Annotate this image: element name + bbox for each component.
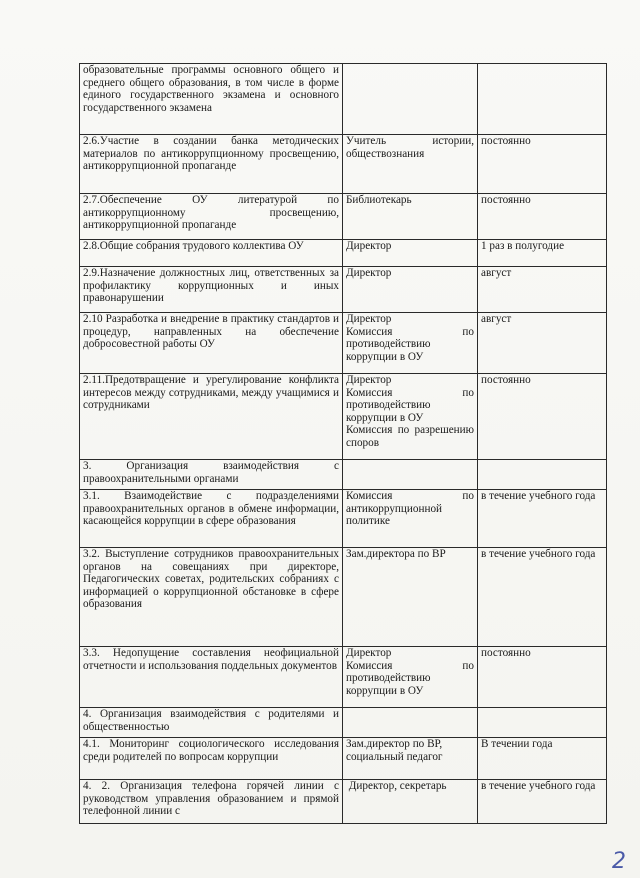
deadline-cell: В течении года (478, 738, 607, 780)
responsible-cell: Комиссия по антикоррупционной политике (343, 490, 478, 548)
responsible-cell: Библиотекарь (343, 194, 478, 240)
deadline-cell: в течение учебного года (478, 490, 607, 548)
deadline-cell: 1 раз в полугодие (478, 240, 607, 267)
deadline-cell (478, 460, 607, 490)
page-number: 2 (612, 849, 626, 874)
responsible-cell: Директор (343, 267, 478, 313)
table-row (80, 708, 607, 738)
deadline-cell (478, 708, 607, 738)
deadline-cell: август (478, 267, 607, 313)
responsible-cell (343, 708, 478, 738)
table-row (80, 548, 607, 647)
measure-cell: 2.6.Участие в создании банка методических материалов по антикоррупционному просвещению, антикоррупционной пропаганде (80, 135, 343, 194)
responsible-cell: Директор Комиссия по противодействию коррупции в ОУ (343, 647, 478, 708)
responsible-cell: Директор (343, 240, 478, 267)
responsible-cell (343, 64, 478, 135)
table-row (80, 738, 607, 780)
deadline-cell (478, 64, 607, 135)
table-row (80, 460, 607, 490)
measure-cell: 2.8.Общие собрания трудового коллектива ОУ (80, 240, 343, 267)
responsible-cell: Директор, секретарь (343, 780, 478, 824)
measure-cell: 2.7.Обеспечение ОУ литературой по антикоррупционному просвещению, антикоррупционной пропаганде (80, 194, 343, 240)
measure-cell: 4. 2. Организация телефона горячей линии с руководством управления образованием и прямой телефонной линии с (80, 780, 343, 824)
deadline-cell: постоянно (478, 374, 607, 460)
deadline-cell: август (478, 313, 607, 374)
table-row (80, 647, 607, 708)
responsible-cell: Директор Комиссия по противодействию коррупции в ОУ (343, 313, 478, 374)
anticorruption-plan-table (79, 63, 607, 824)
deadline-cell: постоянно (478, 135, 607, 194)
responsible-cell: Зам.директора по ВР (343, 548, 478, 647)
measure-cell: 3.1. Взаимодействие с подразделениями правоохранительных органов в обмене информации, касающейся коррупции в сфере образования (80, 490, 343, 548)
responsible-cell: Зам.директор по ВР, социальный педагог (343, 738, 478, 780)
deadline-cell: в течение учебного года (478, 780, 607, 824)
measure-cell: 2.9.Назначение должностных лиц, ответственных за профилактику коррупционных и иных правонарушении (80, 267, 343, 313)
table-row (80, 135, 607, 194)
responsible-cell: Директор Комиссия по противодействию коррупции в ОУ Комиссия по разрешению споров (343, 374, 478, 460)
measure-cell: 2.10 Разработка и внедрение в практику стандартов и процедур, направленных на обеспечение добросовестной работы ОУ (80, 313, 343, 374)
deadline-cell: постоянно (478, 194, 607, 240)
deadline-cell: постоянно (478, 647, 607, 708)
measure-cell: 4.1. Мониторинг социологического исследования среди родителей по вопросам коррупции (80, 738, 343, 780)
table-row (80, 240, 607, 267)
table-row (80, 490, 607, 548)
measure-cell: 3.2. Выступление сотрудников правоохранительных органов на совещаниях при директоре, Педагогических советах, родительских собраниях с информацией о коррупционной обстановке в сфере образования (80, 548, 343, 647)
table-row (80, 374, 607, 460)
table-row (80, 313, 607, 374)
measure-cell: 3.3. Недопущение составления неофициальной отчетности и использования поддельных документов (80, 647, 343, 708)
measure-cell: образовательные программы основного общего и среднего общего образования, в том числе в форме единого государственного экзамена и основного государственного экзамена (80, 64, 343, 135)
responsible-cell: Учитель истории, обществознания (343, 135, 478, 194)
section-heading-cell: 3. Организация взаимодействия с правоохранительными органами (80, 460, 343, 490)
table-row (80, 194, 607, 240)
responsible-cell (343, 460, 478, 490)
deadline-cell: в течение учебного года (478, 548, 607, 647)
table-row (80, 780, 607, 824)
section-heading-cell: 4. Организация взаимодействия с родителями и общественностью (80, 708, 343, 738)
table-row (80, 267, 607, 313)
measure-cell: 2.11.Предотвращение и урегулирование конфликта интересов между сотрудниками, между учащимися и сотрудниками (80, 374, 343, 460)
table-row (80, 64, 607, 135)
